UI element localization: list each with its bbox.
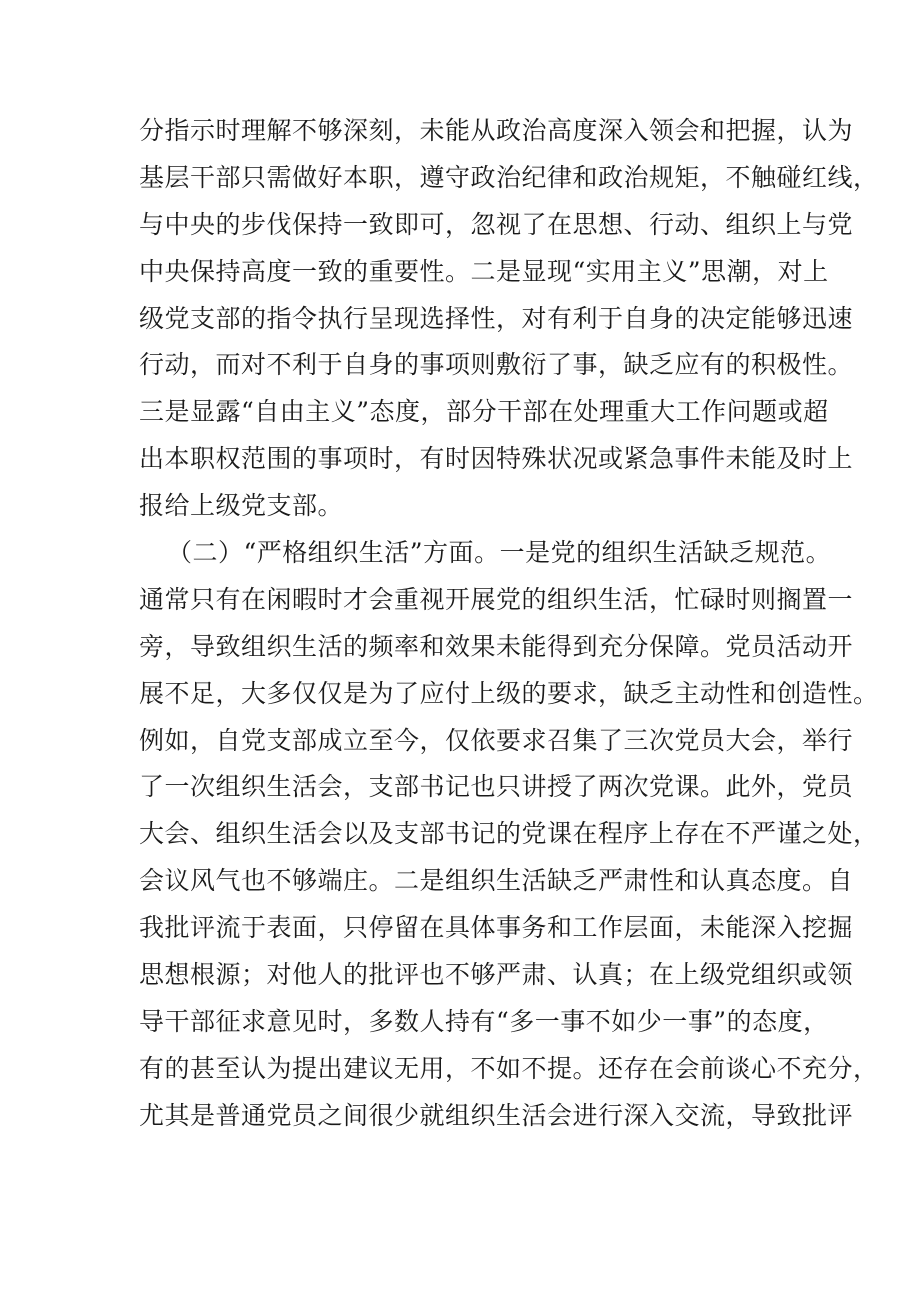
text-line: 我批评流于表面，只停留在具体事务和工作层面，未能深入挖掘 [139,913,854,943]
text-line: 分指示时理解不够深刻，未能从政治高度深入领会和把握，认为 [139,116,854,145]
text-line: 行动，而对不利于自身的事项则敷衍了事，缺乏应有的积极性。 [139,350,854,380]
text-line: 与中央的步伐保持一致即可，忽视了在思想、行动、组织上与党 [139,209,854,239]
text-line: 尤其是普通党员之间很少就组织生活会进行深入交流，导致批评 [139,1100,854,1130]
text-line: 了一次组织生活会，支部书记也只讲授了两次党课。此外，党员 [139,772,854,802]
text-line: 例如，自党支部成立至今，仅依要求召集了三次党员大会，举行 [139,725,854,755]
text-line: 级党支部的指令执行呈现选择性，对有利于自身的决定能够迅速 [139,303,854,333]
text-line: 导干部征求意见时，多数人持有“多一事不如少一事”的态度， [139,1006,829,1036]
text-line: 会议风气也不够端庄。二是组织生活缺乏严肃性和认真态度。自 [139,866,854,896]
text-line: 大会、组织生活会以及支部书记的党课在程序上存在不严谨之处， [139,819,879,849]
text-line: 通常只有在闲暇时才会重视开展党的组织生活，忙碌时则搁置一 [139,584,854,614]
paragraph-1 [139,108,879,530]
text-line: 有的甚至认为提出建议无用，不如不提。还存在会前谈心不充分， [139,1053,879,1083]
text-line: 旁，导致组织生活的频率和效果未能得到充分保障。党员活动开 [139,631,854,661]
text-line: 思想根源；对他人的批评也不够严肃、认真；在上级党组织或领 [139,960,854,990]
text-line: 展不足，大多仅仅是为了应付上级的要求，缺乏主动性和创造性。 [139,678,879,708]
paragraph-2 [139,530,879,1140]
text-line: 基层干部只需做好本职，遵守政治纪律和政治规矩，不触碰红线， [139,162,879,192]
text-line: 出本职权范围的事项时，有时因特殊状况或紧急事件未能及时上 [139,444,854,474]
text-line: 中央保持高度一致的重要性。二是显现“实用主义”思潮，对上 [139,256,829,286]
text-line: 报给上级党支部。 [139,491,344,521]
text-line: （二）“严格组织生活”方面。一是党的组织生活缺乏规范。 [167,538,832,568]
document-body [139,108,879,1140]
text-line: 三是显露“自由主义”态度，部分干部在处理重大工作问题或超 [139,397,829,427]
